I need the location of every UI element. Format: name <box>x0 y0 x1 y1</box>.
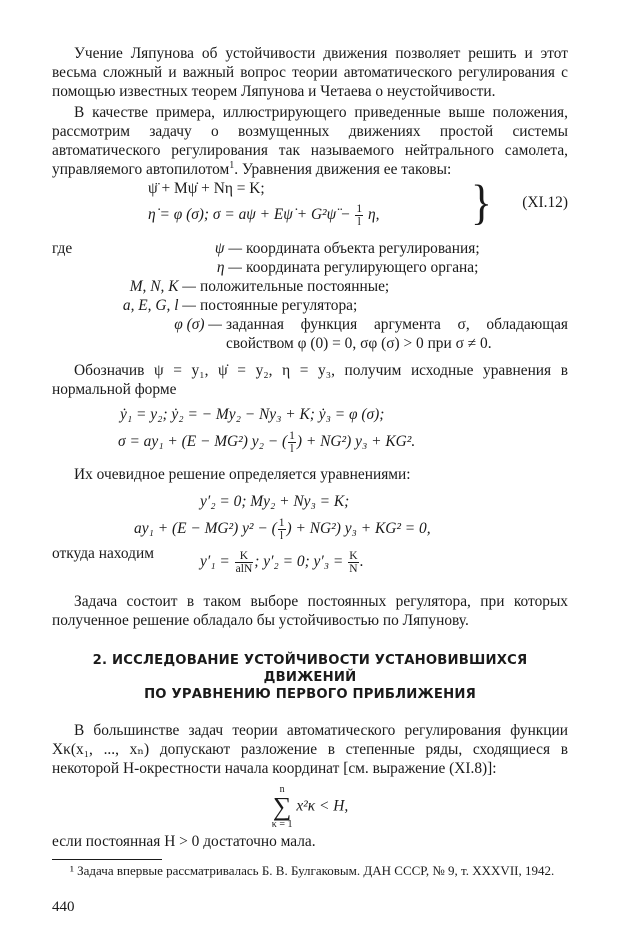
fraction-one-over-l <box>278 517 286 542</box>
definition-text: координата регулирующего органа; <box>246 259 479 276</box>
fraction-denominator: l <box>290 443 294 455</box>
equation-solution-2-b: + NG²) y₃ + KG² = 0, <box>295 520 431 538</box>
page-number: 440 <box>52 899 75 915</box>
equation-normal-2-a: σ = ay₁ + (E − MG²) y₂ − ( <box>118 433 288 451</box>
footnote: ¹ Задача впервые рассматривалась Б. В. Булгаковым. ДАН СССР, № 9, т. XXXVII, 1942. <box>70 863 555 878</box>
paragraph-series: В большинстве задач теории автоматического регулирования функции Xκ(x₁, ..., xₙ) допускают разложение в степенные ряды, сходящиеся в некоторой H-окрестности начала координат [см. выражение (XI.8)]: <box>52 722 568 777</box>
fraction-numerator: 1 <box>356 203 363 215</box>
definition-text: координата объекта регулирования; <box>246 240 480 257</box>
definition-symbol: η — <box>216 259 242 276</box>
summation-body: x²κ < H, <box>296 797 349 815</box>
fraction-numerator: K <box>349 550 358 562</box>
fraction-denominator: alN <box>235 563 253 575</box>
definition-symbol: φ (σ) — <box>174 316 222 333</box>
summation-upper-limit: n <box>279 784 285 795</box>
equation-normal-1 <box>52 405 568 424</box>
footnote-separator <box>52 859 162 860</box>
equation-solution-2: ay₁ + (E − MG²) y² − ( $\frac{1}{l}$ ) + NG²) y₃ + KG² = 0, <box>134 517 431 542</box>
found-word: откуда находим <box>52 545 154 562</box>
paragraph-constant: если постоянная H > 0 достаточно мала. <box>52 833 316 850</box>
equation-normal-1-text: ẏ₁ = y₂; ẏ₂ = − My₂ − Ny₃ + K; ẏ₃ = φ (σ); <box>120 406 385 423</box>
equation-found-a: y′₁ = <box>200 553 230 571</box>
section-heading <box>52 652 568 703</box>
fraction-denominator: N <box>349 563 358 575</box>
equation-normal-2-b: + NG²) y₃ + KG². <box>305 433 416 451</box>
summation-lower-limit: κ = 1 <box>271 819 293 830</box>
equation-xi12-line2-b: η, <box>367 206 380 224</box>
section-title-line2: ПО УРАВНЕНИЮ ПЕРВОГО ПРИБЛИЖЕНИЯ <box>144 687 476 702</box>
paragraph-problem: Задача состоит в таком выборе постоянных регулятора, при которых полученное решение обладало бы устойчивостью по Ляпунову. <box>52 593 568 629</box>
fraction-denominator: l <box>357 216 361 228</box>
summation-sign <box>272 784 293 830</box>
equation-number: (XI.12) <box>522 194 568 211</box>
fraction-numerator: 1 <box>289 430 295 442</box>
definition-symbol: a, E, G, l — <box>122 297 196 314</box>
equation-xi12-line1: ψ̈ + Mψ̇ + Nη = K; <box>148 180 265 197</box>
definition-row <box>52 277 568 296</box>
definition-symbol: ψ — <box>214 240 242 257</box>
fraction-one-over-l <box>288 430 296 455</box>
definition-text: постоянные регулятора; <box>200 297 358 314</box>
definition-text: положительные постоянные; <box>200 278 390 295</box>
equation-found <box>200 550 363 575</box>
fraction-one-over-l <box>355 203 363 228</box>
section-title-line1: 2. ИССЛЕДОВАНИЕ УСТОЙЧИВОСТИ УСТАНОВИВШИХСЯ ДВИЖЕНИЙ <box>92 653 528 685</box>
equation-xi12 <box>52 175 568 231</box>
fraction-k-over-aln <box>235 550 254 575</box>
paragraph-example <box>52 103 568 179</box>
definitions-block <box>52 239 568 353</box>
definition-row <box>52 315 568 353</box>
found-block <box>52 544 568 580</box>
page-content <box>52 44 568 916</box>
definition-row <box>52 239 568 258</box>
definition-row <box>52 296 568 315</box>
footnote-mark: 1 <box>229 159 235 171</box>
paragraph-lyapunov: Учение Ляпунова об устойчивости движения позволяет решить и этот весьма сложный и важный вопрос теории автоматического регулирования с помощью известных теорем Ляпунова и Четаева о неустойчивости. <box>52 45 568 100</box>
fraction-denominator: l <box>280 530 284 542</box>
where-word: где <box>52 240 73 257</box>
equation-xi12-line2-a: η̇ = φ (σ); σ = aψ + Eψ̇ + G²ψ̈ − <box>148 206 351 224</box>
definition-row <box>52 258 568 277</box>
fraction-numerator: K <box>235 550 254 563</box>
paragraph-example-text: В качестве примера, иллюстрирующего приведенные выше положения, рассмотрим задачу о возмущенных движениях простой системы автоматического регулирования так называемого нейтрального самолета, управляемого автопилотом <box>52 104 568 178</box>
definition-text: заданная функция аргумента σ, обладающая свойством φ (0) = 0, σφ (σ) > 0 при σ ≠ 0. <box>226 316 568 352</box>
equation-normal-2: σ = ay₁ + (E − MG²) y₂ − ( $\frac{1}{l}$ ) + NG²) y₃ + KG². <box>118 430 416 455</box>
sigma-symbol: ∑ <box>272 792 292 821</box>
equation-solution-1 <box>52 492 568 511</box>
fraction-k-over-n <box>348 550 358 575</box>
equation-found-c: . <box>359 553 364 571</box>
equation-solution-1-text: y′₂ = 0; My₂ + Ny₃ = K; <box>200 493 350 510</box>
fraction-numerator: 1 <box>278 517 285 529</box>
paragraph-example-tail: . Уравнения движения ее таковы: <box>234 161 452 178</box>
equation-solution-2-a: ay₁ + (E − MG²) y² − ( <box>134 520 277 538</box>
definition-symbol: M, N, K — <box>129 278 196 295</box>
equation-xi12-line2 <box>148 203 379 228</box>
paragraph-notation: Обозначив ψ = y₁, ψ̇ = y₂, η = y₃, получим исходные уравнения в нормальной форме <box>52 362 568 398</box>
paragraph-solution: Их очевидное решение определяется уравнениями: <box>74 466 411 483</box>
equation-sum <box>52 784 568 828</box>
right-brace: } <box>470 175 492 230</box>
equation-found-b: ; y′₂ = 0; y′₃ = <box>254 553 344 571</box>
